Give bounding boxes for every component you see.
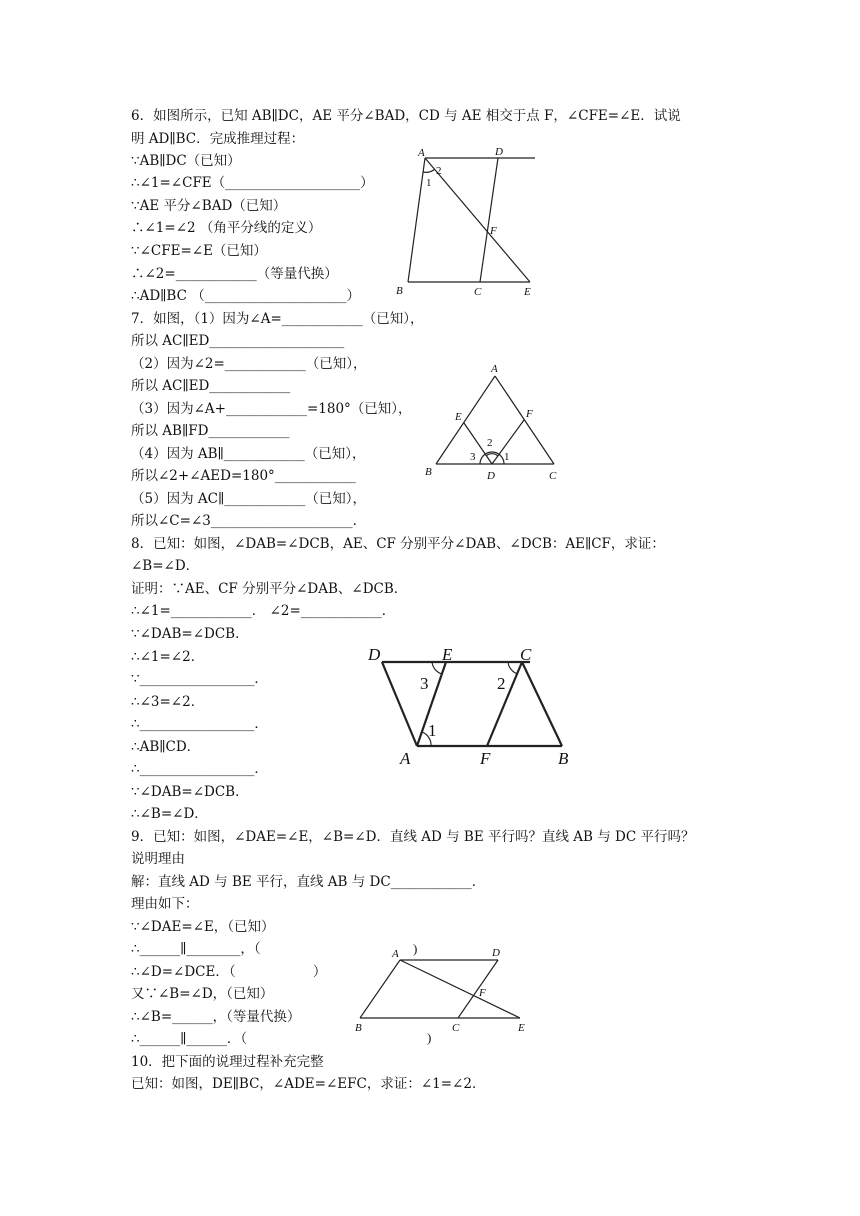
problem-8-figure <box>362 638 582 772</box>
problem-8-line-4: ∴∠1=____________． ∠2=____________． <box>131 603 396 619</box>
label-3: 3 <box>470 451 476 463</box>
problem-9-line-10: ∴______∥______．（ <box>131 1031 248 1047</box>
label-d: D <box>368 645 381 664</box>
problem-7-line-6: 所以 AB∥FD____________ <box>131 423 290 439</box>
segment-ab <box>408 158 425 282</box>
problem-7-line-2: 所以 AC∥ED____________________ <box>131 333 345 349</box>
problem-9-figure <box>350 940 540 1046</box>
label-b: B <box>396 285 403 297</box>
label-c: C <box>474 286 482 298</box>
label-f: F <box>490 225 497 237</box>
segment-dc <box>458 960 498 1018</box>
label-c: C <box>520 645 532 664</box>
label-2: 2 <box>436 165 442 177</box>
problem-6-line-7: ∵∠CFE=∠E（已知） <box>131 243 267 259</box>
label-d: D <box>487 470 495 482</box>
problem-9-line-7: ∴∠D=∠DCE．（ ） <box>131 964 327 980</box>
problem-7-line-10: 所以∠C=∠3_____________________． <box>131 513 367 529</box>
problem-7-line-5: （3）因为∠A+____________=180°（已知）， <box>131 401 412 417</box>
problem-9-line-8: 又∵∠B=∠D，（已知） <box>131 986 274 1002</box>
problem-8-line-5: ∵∠DAB=∠DCB． <box>131 626 249 642</box>
problem-9-line-2: 说明理由 <box>131 851 185 867</box>
angle-arc <box>508 662 518 674</box>
problem-9-line-9: ∴∠B=______，（等量代换） <box>131 1009 301 1025</box>
segment-ab <box>436 376 495 464</box>
label-1: 1 <box>504 451 510 463</box>
problem-7-line-4: 所以 AC∥ED____________ <box>131 378 291 394</box>
problem-6-figure <box>390 142 550 302</box>
label-a: A <box>491 363 498 375</box>
label-f: F <box>480 749 491 768</box>
problem-10-line-2: 已知：如图，DE∥BC，∠ADE=∠EFC，求证：∠1=∠2． <box>131 1076 486 1092</box>
problem-6-line-8: ∴∠2=____________（等量代换） <box>131 266 338 282</box>
problem-6-line-9: ∴AD∥BC （_____________________） <box>131 288 360 304</box>
problem-8-line-8: ∴∠3=∠2． <box>131 694 205 710</box>
problem-9-line-1: 9．已知：如图，∠DAE=∠E，∠B=∠D．直线 AD 与 BE 平行吗？直线 AB 与 DC 平行吗？ <box>131 829 695 845</box>
problem-9-line-4: 理由如下： <box>131 896 199 912</box>
paren-right: ) <box>427 1030 432 1045</box>
label-e: E <box>518 1022 525 1034</box>
problem-8-line-10: ∴AB∥CD． <box>131 739 201 755</box>
angle-arc <box>486 454 498 456</box>
label-2: 2 <box>497 674 506 693</box>
problem-8-line-7: ∵_________________． <box>131 671 268 687</box>
problem-9-line-5: ∵∠DAE=∠E，（已知） <box>131 919 275 935</box>
problem-10-line-1: 10．把下面的说理过程补充完整 <box>131 1054 324 1070</box>
problem-8-line-11: ∴_________________． <box>131 761 268 777</box>
label-c: C <box>452 1022 460 1034</box>
problem-7-line-1: 7．如图，（1）因为∠A=____________（已知）， <box>131 311 424 327</box>
problem-6-line-1: 6．如图所示，已知 AB∥DC，AE 平分∠BAD，CD 与 AE 相交于点 F，∠CFE=∠E．试说 <box>131 108 681 124</box>
label-1: 1 <box>426 177 432 189</box>
label-e: E <box>455 411 462 423</box>
paren-right: ) <box>413 941 418 956</box>
label-1: 1 <box>428 721 437 740</box>
label-f: F <box>526 408 533 420</box>
label-e: E <box>442 645 453 664</box>
problem-7-line-3: （2）因为∠2=____________（已知）， <box>131 356 367 372</box>
problem-9-line-3: 解：直线 AD 与 BE 平行，直线 AB 与 DC____________． <box>131 874 486 890</box>
angle-arc <box>432 662 442 674</box>
problem-8-line-3: 证明：∵AE、CF 分别平分∠DAB、∠DCB． <box>131 581 408 597</box>
angle-arc <box>423 169 435 172</box>
label-f: F <box>479 987 486 999</box>
problem-6-line-3: ∵AB∥DC（已知） <box>131 153 241 169</box>
problem-6-line-5: ∵AE 平分∠BAD（已知） <box>131 198 287 214</box>
problem-7-figure <box>420 358 570 488</box>
segment-ab <box>360 960 400 1018</box>
label-a: A <box>418 147 425 159</box>
label-a: A <box>400 749 411 768</box>
problem-8-line-9: ∴_________________． <box>131 716 268 732</box>
segment-dc <box>480 158 498 282</box>
label-b: B <box>425 466 432 478</box>
segment-ae <box>400 960 520 1018</box>
problem-8-line-1: 8．已知：如图，∠DAB=∠DCB，AE、CF 分别平分∠DAB、∠DCB：AE∥CF，求证： <box>131 536 665 552</box>
label-b: B <box>558 749 569 768</box>
label-2: 2 <box>487 437 493 449</box>
label-3: 3 <box>420 674 429 693</box>
problem-6-line-6: ∴∠1=∠2 （角平分线的定义） <box>131 220 322 236</box>
problem-7-line-7: （4）因为 AB∥____________（已知）， <box>131 446 366 462</box>
label-d: D <box>495 146 503 158</box>
problem-6-line-4: ∴∠1=∠CFE（____________________） <box>131 175 374 191</box>
problem-8-line-13: ∴∠B=∠D． <box>131 806 208 822</box>
problem-8-line-12: ∵∠DAB=∠DCB． <box>131 784 249 800</box>
problem-9-line-6: ∴______∥________，（ <box>131 941 261 957</box>
problem-7-line-9: （5）因为 AC∥____________（已知）， <box>131 491 366 507</box>
label-e: E <box>524 286 531 298</box>
problem-8-line-2: ∠B=∠D． <box>131 558 200 574</box>
label-b: B <box>355 1022 362 1034</box>
label-a: A <box>392 948 399 960</box>
problem-6-line-2: 明 AD∥BC．完成推理过程： <box>131 131 305 147</box>
problem-7-line-8: 所以∠2+∠AED=180°____________ <box>131 468 356 484</box>
segment-da <box>382 662 417 746</box>
segment-cb <box>522 662 562 746</box>
problem-8-line-6: ∴∠1=∠2． <box>131 649 205 665</box>
label-d: D <box>492 947 500 959</box>
label-c: C <box>549 470 557 482</box>
